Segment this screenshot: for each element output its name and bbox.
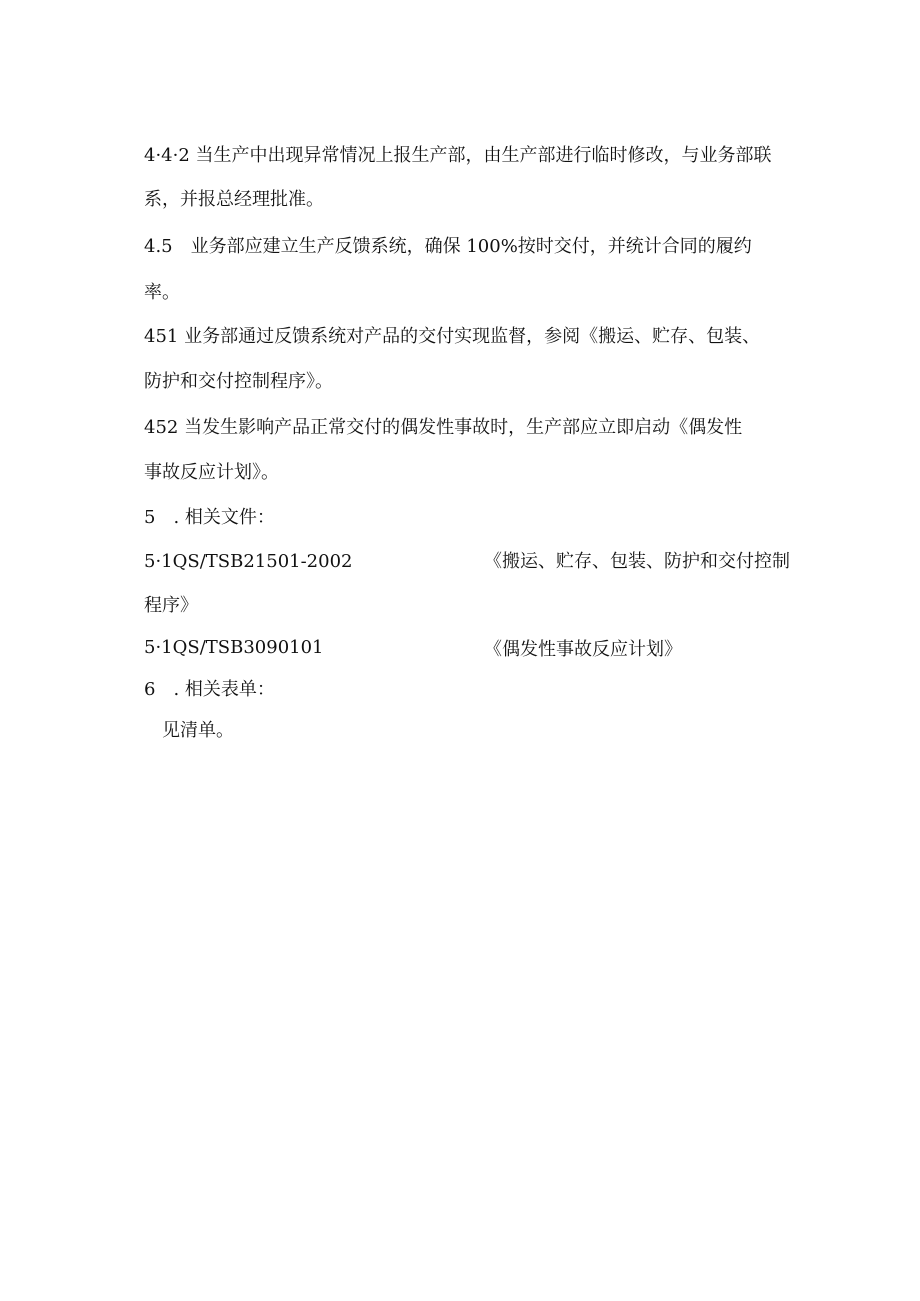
clause-4-5-2-line-2: 事故反应计划》。 bbox=[144, 462, 279, 483]
clause-4-5-1-line-2: 防护和交付控制程序》。 bbox=[144, 371, 333, 392]
clause-4-4-2-line-2: 系，并报总经理批准。 bbox=[144, 189, 324, 210]
clause-4-5-2-line-1: 452 当发生影响产品正常交付的偶发性事故时，生产部应立即启动《偶发性 bbox=[144, 417, 743, 438]
section-6-heading: 6 . 相关表单： bbox=[144, 679, 275, 700]
section-6-body: 见清单。 bbox=[162, 720, 234, 741]
clause-4-5-1-line-1: 451 业务部通过反馈系统对产品的交付实现监督，参阅《搬运、贮存、包装、 bbox=[144, 326, 761, 347]
reference-code-2: 5·1QS/TSB3090101 bbox=[144, 637, 324, 658]
reference-title-2: 《偶发性事故反应计划》 bbox=[484, 639, 682, 660]
clause-4-5-line-2: 率。 bbox=[144, 282, 180, 303]
reference-code-1: 5·1QS/TSB21501-2002 bbox=[144, 551, 353, 572]
clause-4-5-line-1: 4.5 业务部应建立生产反馈系统，确保 100%按时交付，并统计合同的履约 bbox=[144, 236, 752, 257]
section-5-heading: 5 . 相关文件： bbox=[144, 507, 275, 528]
reference-title-1-continued: 程序》 bbox=[144, 595, 198, 616]
clause-4-4-2-line-1: 4·4·2 当生产中出现异常情况上报生产部，由生产部进行临时修改，与业务部联 bbox=[144, 145, 772, 166]
reference-title-1: 《搬运、贮存、包装、防护和交付控制 bbox=[484, 551, 790, 572]
